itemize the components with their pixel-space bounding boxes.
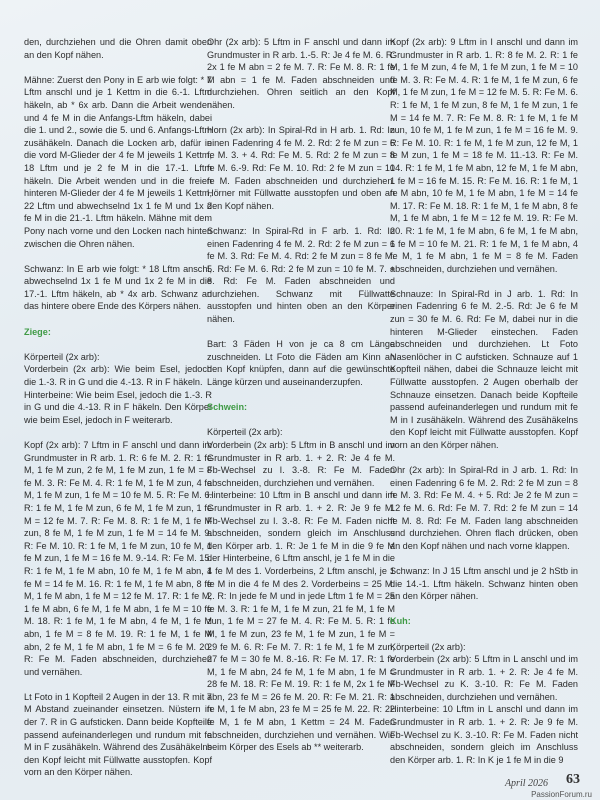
paragraph: Hinterbeine: 10 Lftm in B anschl und dann im Grundmuster in R arb. 1. + 2. R: Je 9 fe M. Fb-Wechsel zu I. 3.-8. R: Fe M. Faden nicht abschneiden, sondern gleich im Anschluss den Körper arb. 1. R: Je 1 fe M in die 9 fe M der Hinterbeine, 6 Lftm anschl, je 1 fe M in die 4 fe M des 1. Vorderbeins, 2 Lftm anschl, je 1 fe M in die 4 fe M des 2. Vorderbeins = 25 M. 2. R: In jede fe M und in jede Lftm 1 fe M = 25 fe M. 3. R: 1 fe M, 1 fe M zun, 21 fe M, 1 fe M zun, 1 fe M = 27 fe M. 4. R: Fe M. 5. R: 1 fe M, 1 fe M zun, 23 fe M, 1 fe M zun, 1 fe M = 29 fe M. 6. R: Fe M. 7. R: 1 fe M, 1 fe M zun, 27 fe M = 30 fe M. 8.-16. R: Fe M. 17. R: 1 fe M, 1 fe M abn, 24 fe M, 1 fe M abn, 1 fe M = 28 fe M. 18. R: Fe M. 19. R: 1 fe M, 2x 1 fe M abn, 23 fe M = 26 fe M. 20. R: Fe M. 21. R: 1 fe M, 1 fe M abn, 23 fe M = 25 fe M. 22. R: 22 fe M, 1 fe M abn, 1 Kettm = 24 M. Faden abschneiden, durchziehen und vernähen. Wie beim Körper des Esels ab ** weiterarb.	[207, 490, 395, 753]
paragraph: Körperteil (2x arb):	[390, 641, 466, 652]
text-column-left	[24, 36, 212, 792]
paragraph: Körperteil (2x arb):	[24, 351, 100, 362]
paragraph: Vorderbein (2x arb): Wie beim Esel, jedoch die 1.-3. R in G und die 4.-13. R in F häkeln.	[24, 364, 212, 388]
paragraph: Vorderbein (2x arb): 5 Lftm in L anschl und im Grundmuster in R arb. 1. + 2. R: Je 4 fe M. Fb-Wechsel zu K. 3.-10. R: Fe M. Faden abschneiden, durchziehen und vernähen.	[390, 654, 578, 702]
paragraph: Ohr (2x arb): In Spiral-Rd in J arb. 1. Rd: In einen Fadenring 6 fe M. 2. Rd: 2 fe M zun = 8 fe M. 3. Rd: Fe M. 4. + 5. Rd: Je 2 fe M zun = 12 fe M. 6. Rd: Fe M. 7. Rd: 2 fe M zun = 14 fe M. 8. Rd: Fe M. Faden lang abschneiden und durchziehen. Ohren flach drücken, oben an den Kopf nähen und nach vorne klappen.	[390, 465, 578, 551]
paragraph: Horn (2x arb): In Spiral-Rd in H arb. 1. Rd: In einen Fadenring 4 fe M. 2. Rd: 2 fe M zun = 6 fe M. 3. + 4. Rd: Fe M. 5. Rd: 2 fe M zun = 8 fe M. 6.-9. Rd: Fe M. 10. Rd: 2 fe M zun = 10 fe M. Faden abschneiden und durchziehen. Hörner mit Füllwatte ausstopfen und oben an den Kopf nähen.	[207, 125, 395, 211]
paragraph: Kopf (2x arb): 9 Lftm in I anschl und dann im Grundmuster in R arb. 1. R: 8 fe M. 2. R: 1 fe M, 1 fe M zun, 4 fe M, 1 fe M zun, 1 fe M = 10 fe M. 3. R: Fe M. 4. R: 1 fe M, 1 fe M zun, 6 fe M, 1 fe M zun, 1 fe M = 12 fe M. 5. R: Fe M. 6. R: 1 fe M, 1 fe M zun, 8 fe M, 1 fe M zun, 1 fe M = 14 fe M. 7. R: Fe M. 8. R: 1 fe M, 1 fe M zun, 10 fe M, 1 fe M zun, 1 fe M = 16 fe M. 9. R: Fe M. 10. R: 1 fe M, 1 fe M zun, 12 fe M, 1 fe M zun, 1 fe M = 18 fe M. 11.-13. R: Fe M. 14. R: 1 fe M, 1 fe M abn, 12 fe M, 1 fe M abn, 1 fe M = 16 fe M. 15. R: Fe M. 16. R: 1 fe M, 1 fe M abn, 10 fe M, 1 fe M abn, 1 fe M = 14 fe M. 17. R: Fe M. 18. R: 1 fe M, 1 fe M abn, 8 fe M, 1 fe M abn, 1 fe M = 12 fe M. 19. R: Fe M. 20. R: 1 fe M, 1 fe M abn, 6 fe M, 1 fe M abn, 1 fe M = 10 fe M. 21. R: 1 fe M, 1 fe M abn, 4 fe M, 1 fe M abn, 1 fe M = 8 fe M. Faden abschneiden, durchziehen und vernähen.	[390, 37, 578, 274]
paragraph: den, durchziehen und die Ohren damit oben an den Kopf nähen.	[24, 37, 212, 60]
paragraph: Schwanz: In Spiral-Rd in F arb. 1. Rd: In einen Fadenring 4 fe M. 2. Rd: 2 fe M zun = 6 fe M. 3. Rd: Fe M. 4. Rd: 2 fe M zun = 8 fe M. 5. Rd: Fe M. 6. Rd: 2 fe M zun = 10 fe M. 7. + 8. Rd: Fe M. Faden abschneiden und durchziehen. Schwanz mit Füllwatte ausstopfen und hinten oben an den Körper nähen.	[207, 225, 395, 325]
watermark: PassionForum.ru	[531, 790, 592, 799]
paragraph: Schnauze: In Spiral-Rd in J arb. 1. Rd: In einen Fadenring 6 fe M. 2.-5. Rd: Je 6 fe M zun = 30 fe M. 6. Rd: Fe M, dabei nur in die hinteren M-Glieder einstechen. Faden abschneiden und durchziehen. Lt Foto Nasenlöcher in C aufsticken. Schnauze auf 1 Kopfteil nähen, dabei die Schnauze leicht mit Füllwatte ausstopfen. 2 Augen oberhalb der Schnauze einsetzen. Danach beide Kopfteile passend aufeinanderlegen und rundum mit fe M in I zusähäkeln. Während des Zusähäkelns den Kopf leicht mit Füllwatte ausstopfen. Kopf vorn an den Körper nähen.	[390, 288, 578, 450]
page-number: 63	[566, 772, 580, 787]
text-column-right	[390, 36, 578, 766]
paragraph: Hinterbeine: Wie beim Esel, jedoch die 1.-3. R in G und die 4.-13. R in F häkeln. Den Körper wie beim Esel, jedoch in F weiterarb.	[24, 389, 212, 425]
paragraph: Lt Foto in 1 Kopfteil 2 Augen in der 13. R mit 7 M Abstand zueinander einsetzen. Nüstern in der 7. R in G aufsticken. Dann beide Kopfteile passend aufeinanderlegen und rundum mit fe M in F zusähäkeln. Während des Zusähäkelns den Kopf leicht mit Füllwatte ausstopfen. Kopf vorn an den Körper nähen.	[24, 691, 212, 778]
paragraph: Schwanz: In E arb wie folgt: * 18 Lftm anschl, abwechselnd 1x 1 fe M und 1x 2 fe M in die 17.-1. Lftm häkeln, ab * 4x arb. Schwanz an das hintere obere Ende des Körpers nähen.	[24, 263, 212, 312]
section-heading: Kuh:	[390, 616, 411, 627]
section-heading: Ziege:	[24, 326, 51, 337]
issue-date: April 2026	[504, 778, 548, 789]
paragraph: Mähne: Zuerst den Pony in E arb wie folgt: * 7 Lftm anschl und je 1 Kettm in die 6.-1. Lftm häkeln, ab * 6x arb. Dann die Arbeit wenden und 4 fe M in die Anfangs-Lftm häkeln, dabei die 1. und 2., sowie die 5. und 6. Anfangs-Lftm zusähäkeln. Danach die Locken arb, dafür in die vord M-Glieder der 4 fe M jeweils 1 Kettm, 18 Lftm und je 2 fe M in die 17.-1. Lftm häkeln. Die Arbeit wenden und in die freien hinteren M-Glieder der 4 fe M jeweils 1 Kettm, 22 Lftm und abwechselnd 1x 1 fe M und 1x 2 fe M in die 21.-1. Lftm häkeln. Mähne mit dem Pony nach vorne und den Locken nach hinten zwischen die Ohren nähen.	[24, 74, 212, 249]
section-heading: Schwein:	[207, 402, 248, 413]
paragraph: Kopf (2x arb): 7 Lftm in F anschl und dann im Grundmuster in R arb. 1. R: 6 fe M. 2. R: 1 fe M, 1 fe M zun, 2 fe M, 1 fe M zun, 1 fe M = 8 fe M. 3. R: Fe M. 4. R: 1 fe M, 1 fe M zun, 4 fe M, 1 fe M zun, 1 fe M = 10 fe M. 5. R: Fe M. 6. R: 1 fe M, 1 fe M zun, 6 fe M, 1 fe M zun, 1 fe M = 12 fe M. 7. R: Fe M. 8. R: 1 fe M, 1 fe M zun, 8 fe M, 1 fe M zun, 1 fe M = 14 fe M. 9. R: Fe M. 10. R: 1 fe M, 1 fe M zun, 10 fe M, 1 fe M zun, 1 fe M = 16 fe M. 9.-14. R: Fe M. 15. R: 1 fe M, 1 fe M abn, 10 fe M, 1 fe M abn, 1 fe M = 14 fe M. 16. R: 1 fe M, 1 fe M abn, 8 fe M, 1 fe M abn, 1 fe M = 12 fe M. 17. R: 1 fe M, 1 fe M abn, 6 fe M, 1 fe M abn, 1 fe M = 10 fe M. 18. R: 1 fe M, 1 fe M abn, 4 fe M, 1 fe M abn, 1 fe M = 8 fe M. 19. R: 1 fe M, 1 fe M abn, 2 fe M, 1 fe M abn, 1 fe M = 6 fe M. 20. R: Fe M. Faden abschneiden, durchziehen und vernähen.	[24, 440, 212, 677]
text-column-middle	[207, 36, 395, 766]
paragraph: Schwanz: In J 15 Lftm anschl und je 2 hStb in die 14.-1. Lftm häkeln. Schwanz hinten oben an den Körper nähen.	[390, 565, 578, 602]
paragraph: Ohr (2x arb): 5 Lftm in F anschl und dann im Grundmuster in R arb. 1.-5. R: Je 4 fe M. 6. R: 2x 1 fe M abn = 2 fe M. 7. R: Fe M. 8. R: 1 fe M abn = 1 fe M. Faden abschneiden und durchziehen. Ohren seitlich an den Kopf nähen.	[207, 37, 395, 110]
paragraph: Bart: 3 Fäden H von je ca 8 cm Länge zuschneiden. Lt Foto die Fäden am Kinn an den Kopf knüpfen, dann auf die gewünschte Länge kürzen und auseinanderzupfen.	[207, 339, 395, 388]
paragraph: Körperteil (2x arb):	[207, 427, 283, 438]
paragraph: Hinterbeine: 10 Lftm in L anschl und dann im Grundmuster in R arb. 1. + 2. R: Je 9 fe M. Fb-Wechsel zu K. 3.-10. R: Fe M. Faden nicht abschneiden, sondern gleich im Anschluss den Körper arb. 1. R: In K je 1 fe M in die 9	[390, 704, 578, 765]
paragraph: Vorderbein (2x arb): 5 Lftm in B anschl und im Grundmuster in R arb. 1. + 2. R: Je 4 fe M. Fb-Wechsel zu I. 3.-8. R: Fe M. Faden abschneiden, durchziehen und vernähen.	[207, 440, 395, 488]
